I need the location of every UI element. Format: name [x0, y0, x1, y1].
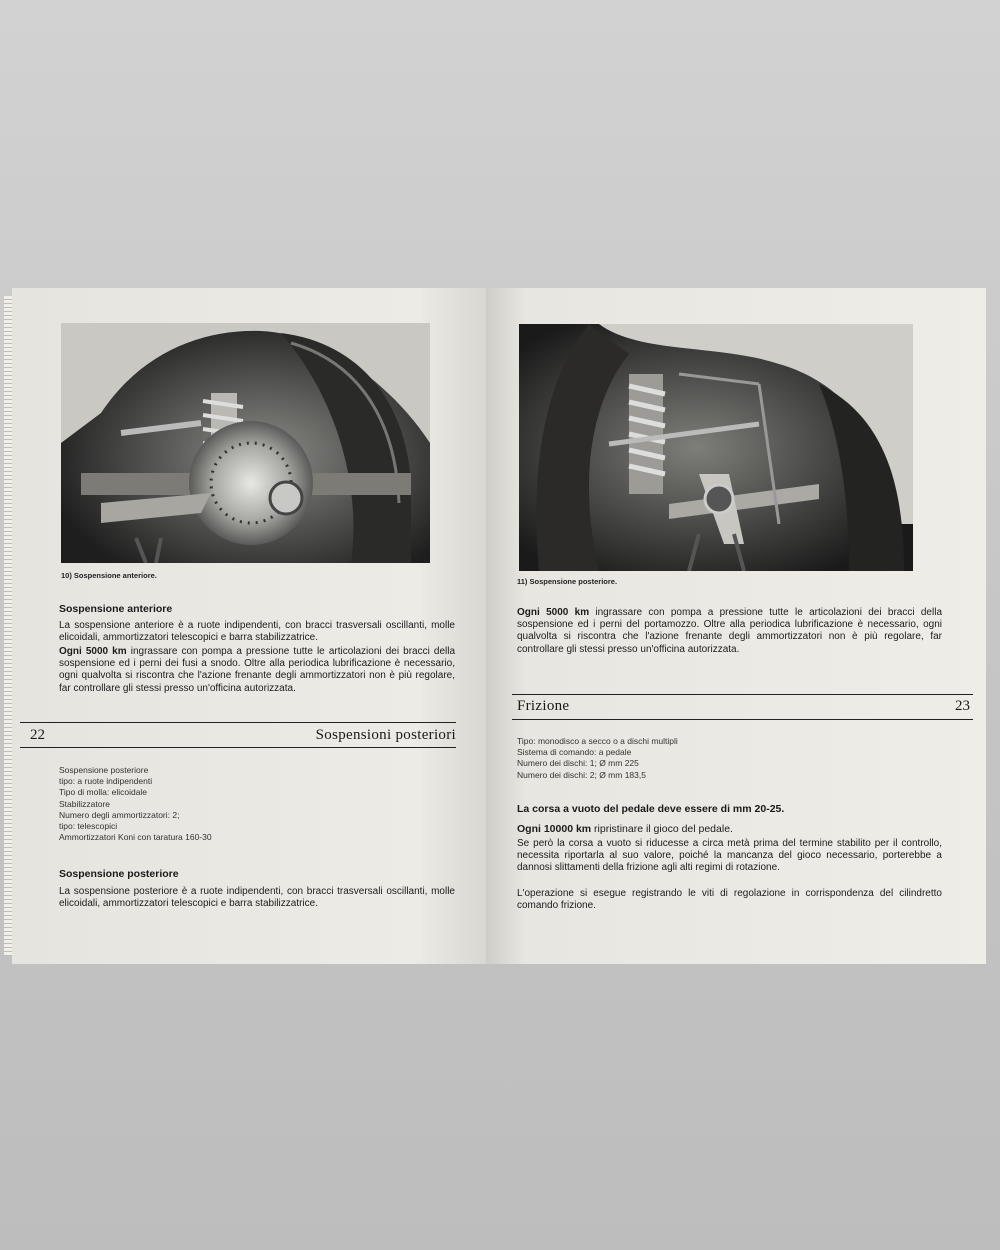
pedal-adjust-interval: Ogni 10000 km: [517, 823, 592, 835]
front-maintenance-interval: Ogni 5000 km: [59, 646, 127, 657]
section-top-rule: [512, 694, 973, 695]
pedal-travel-statement: La corsa a vuoto del pedale deve essere di mm 20-25.: [517, 803, 785, 815]
spec-line: Sospensione posteriore: [59, 765, 149, 775]
spec-line: tipo: telescopici: [59, 821, 118, 832]
spec-line: Numero dei dischi: 2; Ø mm 183,5: [517, 769, 646, 780]
rear-maintenance-text: ingrassare con pompa a pressione tutte le articolazioni dei bracci della sospensione ed i perni del portamozzo. Oltre alla periodica lubrificazione è necessario, ogni qualvolta si riscontra che l'azione frenante degli ammortizzatori non è più regolare, far controllare gli stessi presso un'officina autorizzata.: [517, 607, 942, 655]
page-stack-edge: [4, 296, 12, 956]
figure-caption: 10) Sospensione anteriore.: [61, 571, 157, 580]
spec-line: Numero degli ammortizzatori: 2;: [59, 809, 180, 820]
spec-line: Tipo: monodisco a secco o a dischi multipli: [517, 736, 678, 746]
rear-maintenance-paragraph: [517, 607, 942, 656]
rear-maintenance-interval: Ogni 5000 km: [517, 607, 590, 618]
rear-suspension-heading: Sospensione posteriore: [59, 868, 179, 880]
clutch-specs: [517, 736, 678, 781]
front-suspension-photo: [61, 323, 430, 563]
right-page: [486, 288, 986, 964]
page-number-right: 23: [955, 698, 970, 714]
front-suspension-heading: Sospensione anteriore: [59, 603, 173, 615]
section-title-clutch: Frizione: [517, 698, 570, 714]
rear-suspension-specs: [59, 765, 212, 843]
front-suspension-paragraph: La sospensione anteriore è a ruote indipendenti, con bracci trasversali oscillanti, molle elicoidali, ammortizzatori telescopici e barra stabilizzatrice.: [59, 620, 455, 644]
section-title-rear-suspension: Sospensioni posteriori: [315, 727, 456, 743]
pedal-adjust-text: ripristinare il gioco del pedale.: [591, 823, 733, 835]
left-page: [12, 288, 486, 964]
pedal-travel-paragraph: Se però la corsa a vuoto si riducesse a circa metà prima del termine stabilito per il controllo, necessita riportarla al suo valore, poiché la mancanza del gioco necessario, porterebbe a dannosi slittamenti della frizione agli alti regimi di rotazione.: [517, 838, 942, 874]
spec-line: Ammortizzatori Koni con taratura 160-30: [59, 832, 212, 843]
section-bottom-rule: [512, 719, 973, 720]
spec-line: tipo: a ruote indipendenti: [59, 776, 153, 787]
rear-suspension-photo: [519, 324, 913, 571]
front-maintenance-paragraph: [59, 646, 455, 695]
spec-line: Stabilizzatore: [59, 798, 111, 809]
spec-line: Sistema di comando: a pedale: [517, 747, 632, 758]
rear-suspension-paragraph: La sospensione posteriore è a ruote indipendenti, con bracci trasversali oscillanti, molle elicoidali, ammortizzatori telescopici e barra stabilizzatrice.: [59, 886, 455, 910]
spec-line: Tipo di molla: elicoidale: [59, 787, 148, 798]
adjustment-procedure-paragraph: L'operazione si esegue registrando le viti di regolazione in corrispondenza del cilindretto comando frizione.: [517, 888, 942, 912]
page-number-left: 22: [30, 727, 45, 743]
open-booklet: [12, 288, 986, 964]
figure-caption: 11) Sospensione posteriore.: [517, 577, 618, 586]
spec-line: Numero dei dischi: 1; Ø mm 225: [517, 758, 639, 769]
pedal-adjust-paragraph: [517, 823, 942, 835]
section-bottom-rule: [20, 747, 456, 748]
section-top-rule: [20, 722, 456, 723]
front-maintenance-text: ingrassare con pompa a pressione tutte le articolazioni dei bracci della sospensione ed i perni dei fusi a snodo. Oltre alla periodica lubrificazione è necessario, ogni qualvolta si riscontra che l'azione frenante degli ammortizzatori non è più regolare, far controllare gli stessi presso un'officina autorizzata.: [59, 646, 456, 694]
